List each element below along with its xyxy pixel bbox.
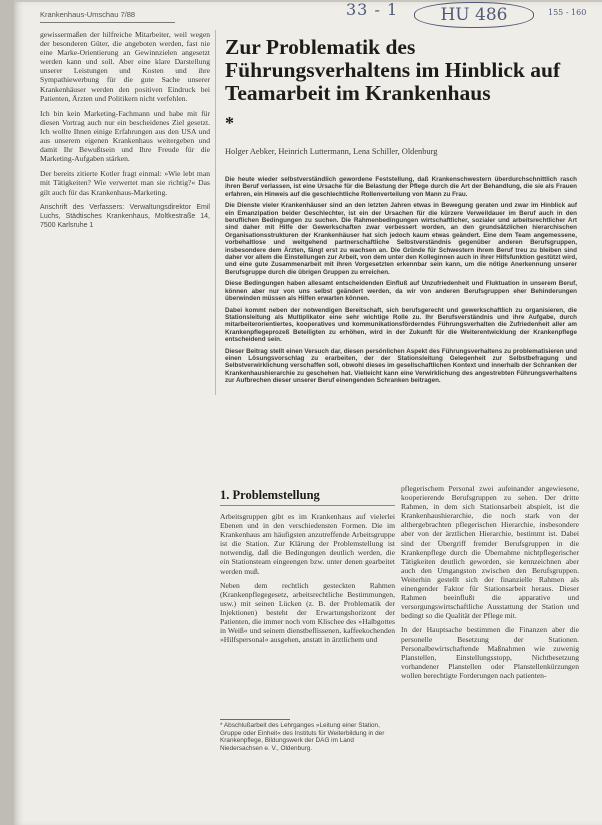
body-paragraph: pflegerischem Personal zwei aufeinander angewiesene, kooperierende Berufsgruppen zu sehen. Der dritte Rahmen, in dem sich Stationsarbeit abspielt, ist die Krankenhaushierarchie, die noch stark von der althergebrachten pflegerischen Hierarchie, insbesondere aber von der ärztlichen Hierarchie, bestimmt ist. Dabei sind der Übergriff fremder Berufsgruppen in die Krankenpflege durch die Übernahme nichtpflegerischer Tätigkeiten deutlich geworden, sie kennzeichnen aber auch den Umgangston zwischen den Berufsgruppen. Weiterhin gestellt sich der finanzielle Rahmen als einengender Faktor für Stationsarbeit heraus. Dieser Rahmen beeinflußt die apparative und versorgungswirtschaftliche Ausstattung der Station und bedingt so die Qualität der Pflege mit. — [401, 484, 579, 621]
previous-article-column — [40, 30, 210, 236]
handwritten-note-right: 155 - 160 — [548, 8, 587, 17]
handwritten-note-circled: HU 486 — [414, 2, 534, 28]
left-paragraph: Ich bin kein Marketing-Fachmann und habe mit für diesen Vortrag auch nur ein bescheidenes Ziel gesetzt. Ich wollte Ihnen einige Erfahrungen aus den USA und aus unserem eigenen Krankenhaus weitergeben und damit Ihr Bewußtsein und Ihre Freude für die Marketing-Aufgaben stärken. — [40, 108, 210, 164]
running-head: Krankenhaus-Umschau 7/88 — [40, 10, 175, 23]
abstract-paragraph: Die heute wieder selbstverständlich gewordene Feststellung, daß Krankenschwestern überdurchschnittlich rasch ihren Beruf verlassen, ist eine Ursache für die Belastung der Pflege durch die Art der Behandlung, die sie als Frauen erfahren, ein Hinweis auf die geschlechtliche Rollenverteilung von Mann zu Frau. — [225, 176, 577, 198]
body-paragraph: Neben dem rechtlich gesteckten Rahmen (Krankenpflegegesetz, arbeitsrechtliche Bestimmungen, usw.) mit seinen Lücken (z. B. der Problematik der Injektionen) besteht der Erwartungshorizont der Patienten, die immer noch vom Klischee des »Halbgottes in Weiß« und seinem dienstbeflissenen, kaffeekochenden »Hilfspersonal« ausgehen, anstatt in ärztlichem und — [220, 580, 395, 645]
title-footnote-mark: * — [225, 113, 234, 133]
section-rule — [220, 505, 395, 506]
abstract-paragraph: Die Dienste vieler Krankenhäuser sind an den letzten Jahren etwas in Bewegung geraten und zwar im Hinblick auf ein Emanzipation beider Geschlechter, ist ein der Ursachen für die kürzere Verweildauer im Beruf auch in den beruflichen Bedingungen zu suchen. Die Rahmenbedingungen wirtschaftlicher, sozialer und arbeitsrechtlicher Art sind daher mit Hilfe der Gewerkschaften zwar verbessert worden, an den grundsätzlichen hierarchischen Organisationsstrukturen der Krankenhäuser hat sich jedoch kaum etwas geändert. Eine dem Team angemessene, vorbehaltlose und weitgehend partnerschaftliche Selbstverständnis gegenüber anderen Berufsgruppen, insbesondere dem Ärzten, fängt erst zu wachsen an. Die Gründe für Schwestern ihrem Beruf treu zu bleiben sind daher vor allem die Einstellungen zur Arbeit, von dem unter den Kolleginnen auch in ihrer Hilfsfunktion gestützt wird, und eine gute Zusammenarbeit mit ihren Vorgesetzten erkennbar sein kann, um die nötige Anerkennung unserer Berufsgruppe durch die übrigen Gruppen zu erreichen. — [225, 202, 577, 276]
body-column-left — [220, 512, 395, 649]
author-address: Anschrift des Verfassers: Verwaltungsdirektor Emil Luchs, Städtisches Krankenhaus, Moltkestraße 14, 7500 Karlsruhe 1 — [40, 203, 210, 229]
body-paragraph: Arbeitsgruppen gibt es im Krankenhaus auf vielerlei Ebenen und in den verschiedensten Formen. Die im Krankenhaus am häufigsten anzutreffende Arbeitsgruppe ist die Station. Zur Klärung der Problemstellung ist notwendig, daß die Bedingungen deutlich werden, die ein Stationsteam eingeengen bzw. unter denen gearbeitet werden muß. — [220, 512, 395, 576]
handwritten-note-left: 33 - 1 — [346, 0, 399, 19]
footnote: * Abschlußarbeit des Lehrganges »Leitung einer Station, Gruppe oder Einheit« des Instituts für Weiterbildung in der Krankenpflege, Bildungswerk der DAG im Land Niedersachsen e. V., Oldenburg. — [220, 722, 385, 752]
article-title: Zur Problematik des Führungsverhaltens im Hinblick auf Teamarbeit im Krankenhaus — [225, 35, 561, 105]
left-paragraph: gewissermaßen der hilfreiche Mitarbeiter, weil wegen der besonderen Güter, die angeboten werden, fast nie eine Marke-Orientierung an Gewinnzielen angesetzt werden kann und soll. Aber eine klare Darstellung unserer Leistungen und Kosten und ihre Sympathiewerbung für die gute Sache unserer Krankenhäuser werden den positiven Eindruck bei Patienten, Ärzten und Politikern nicht verfehlen. — [40, 30, 210, 103]
body-column-right — [401, 484, 579, 685]
column-divider — [215, 30, 216, 395]
section-heading: 1. Problemstellung — [220, 488, 320, 502]
body-paragraph: In der Hauptsache bestimmen die Finanzen aber die personelle Besetzung der Stationen. Personalbewirtschaftende Maßnahmen wie zuwenig Planstellen, Einstellungsstopp, Nichtbesetzung vorhandener Planstellen oder Planstellenkürzungen wollen berechtigte Forderungen nach patienten- — [401, 625, 579, 680]
abstract-paragraph: Diese Bedingungen haben allesamt entscheidenden Einfluß auf Unzufriedenheit und Fluktuation in unserem Beruf, können aber nur von uns selbst geändert werden, da wir von anderen Berufsgruppen eher Behinderungen überwinden müssen als Hilfen erwarten können. — [225, 280, 577, 303]
article-authors: Holger Aebker, Heinrich Luttermann, Lena Schiller, Oldenburg — [225, 147, 438, 156]
footnote-rule — [220, 719, 290, 720]
left-paragraph: Der bereits zitierte Kotler fragt einmal: »Wie lebt man mit Tätigkeiten? Wie verwertet man sie richtig?« Das gilt auch für das Krankenhaus-Marketing. — [40, 169, 210, 197]
book-binding — [0, 0, 14, 825]
abstract-paragraph: Dabei kommt neben der notwendigen Bereitschaft, sich berufsgerecht und gewerkschaftlich zu organisieren, die Stationsleitung als Multiplikator eine sehr wichtige Rolle zu. Ihr Berufsverständnis und ihre Aufgabe, durch mitarbeiterorientiertes, kooperatives und kommunikationsförderndes Führungsverhalten die Zufriedenheit aller am Krankenpflegeprozeß Beteiligten zu erhöhen, wird in der Zukunft für die Weiterentwicklung der Krankenpflege entscheidend sein. — [225, 306, 577, 344]
abstract-paragraph: Dieser Beitrag stellt einen Versuch dar, diesen persönlichen Aspekt des Führungsverhaltens zu problematisieren und einen Lösungsvorschlag zu erarbeiten, der der Stationsleitung Gelegenheit zur Selbstbefragung und Selbstverwirklichung verschaffen soll, obwohl dieses im gesellschaftlichen Kontext und innerhalb der Schranken der Krankenhaushierarchie zu geschehen hat. Vielleicht kann eine Verwirklichung des angestrebten Führungsverhaltens zur Aufbrechen dieser unserer Beruf einengenden Schranken beitragen. — [225, 347, 577, 385]
article-abstract — [225, 176, 577, 389]
